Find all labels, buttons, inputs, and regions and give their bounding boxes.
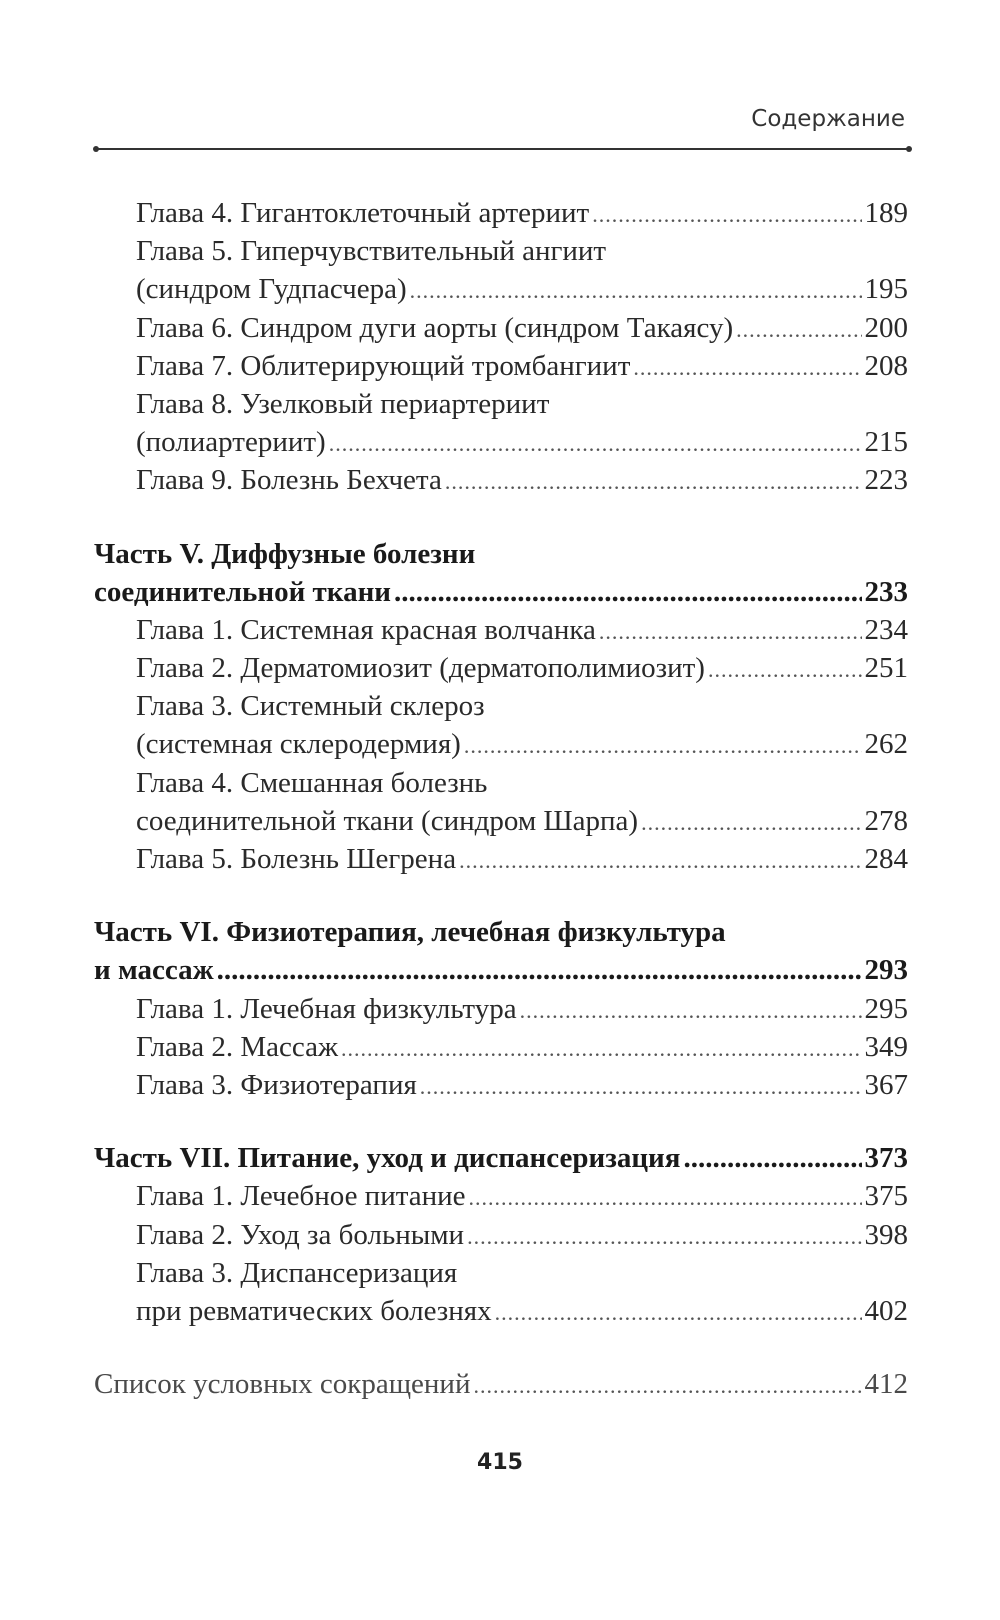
header-rule	[96, 148, 909, 150]
toc-entry-abbreviations[interactable]: Список условных сокращений ..... 412	[94, 1365, 908, 1403]
leader-dots	[641, 804, 861, 842]
leader-dots	[464, 727, 862, 765]
toc-entry[interactable]: (системная склеродермия) ..... 262	[94, 725, 908, 763]
toc-entry[interactable]: Глава 6. Синдром дуги аорты (синдром Такаясу) ..... 200	[94, 309, 908, 347]
page-ref: 208	[864, 349, 908, 382]
toc-entry[interactable]: Глава 2. Массаж ..... 349	[94, 1028, 908, 1066]
toc-entry[interactable]: (полиартериит) ..... 215	[94, 423, 908, 461]
part-heading[interactable]: и массаж ..... 293	[94, 951, 908, 989]
leader-dots	[473, 1367, 861, 1405]
toc-entry[interactable]: Глава 3. Физиотерапия ..... 367	[94, 1066, 908, 1104]
part-heading[interactable]: соединительной ткани ..... 233	[94, 573, 908, 611]
toc-entry-title-line[interactable]: Глава 4. Смешанная болезнь	[136, 766, 488, 799]
toc-entry[interactable]: Глава 2. Дерматомиозит (дерматополимиозит) ..... 251	[94, 649, 908, 687]
toc-entry[interactable]: Глава 2. Уход за больными ..... 398	[94, 1216, 908, 1254]
page-ref: 349	[864, 1030, 908, 1063]
page-ref: 295	[864, 992, 908, 1025]
part-heading-title-line[interactable]: Часть V. Диффузные болезни	[94, 537, 476, 570]
page-ref: 293	[864, 954, 908, 987]
toc-entry[interactable]: Глава 5. Болезнь Шегрена ..... 284	[94, 840, 908, 878]
page-ref: 398	[864, 1218, 908, 1251]
part-heading[interactable]: Часть VII. Питание, уход и диспансеризация ..... 373	[94, 1139, 908, 1177]
toc-entry-title-line[interactable]: Глава 3. Диспансеризация	[136, 1256, 458, 1289]
toc-entry-title-line[interactable]: Глава 3. Системный склероз	[136, 690, 485, 723]
toc-entry[interactable]: Глава 7. Облитерирующий тромбангиит ..... 208	[94, 347, 908, 385]
page-ref: 412	[864, 1368, 908, 1401]
leader-dots	[708, 651, 862, 689]
page-ref: 375	[864, 1180, 908, 1213]
page-ref: 234	[864, 613, 908, 646]
page-number: 415	[477, 1450, 523, 1475]
leader-dots	[633, 349, 861, 387]
page-ref: 251	[864, 652, 908, 685]
page-ref: 189	[864, 197, 908, 229]
toc-entry[interactable]: Глава 4. Гигантоклеточный артериит ..... 189	[94, 194, 908, 232]
leader-dots	[329, 425, 862, 463]
page-ref: 223	[864, 464, 908, 497]
leader-dots	[592, 196, 861, 234]
leader-dots	[599, 613, 862, 651]
leader-dots	[410, 272, 862, 310]
leader-dots	[341, 1030, 861, 1068]
page-ref: 284	[864, 843, 908, 875]
toc-entry-title-line[interactable]: Глава 5. Гиперчувствительный ангиит	[136, 235, 607, 268]
leader-dots	[469, 1179, 862, 1217]
leader-dots	[736, 311, 861, 349]
page-ref: 373	[864, 1142, 908, 1175]
part-heading-title-line[interactable]: Часть VI. Физиотерапия, лечебная физкультура	[94, 916, 726, 949]
toc-entry[interactable]: Глава 1. Лечебная физкультура ..... 295	[94, 990, 908, 1028]
leader-dots	[459, 842, 861, 880]
page-ref: 215	[864, 426, 908, 459]
toc-entry[interactable]: при ревматических болезнях ..... 402	[94, 1292, 908, 1330]
page-ref: 278	[864, 804, 908, 837]
toc-entry[interactable]: Глава 1. Системная красная волчанка ..... 234	[94, 611, 908, 649]
leader-dots	[520, 992, 862, 1030]
running-head: Содержание	[751, 106, 905, 132]
page-ref: 402	[864, 1294, 908, 1327]
toc-entry[interactable]: Глава 9. Болезнь Бехчета ..... 223	[94, 461, 908, 499]
page-ref: 195	[864, 273, 908, 306]
leader-dots	[467, 1218, 861, 1256]
page-ref: 367	[864, 1068, 908, 1101]
page-ref: 200	[864, 311, 908, 344]
page-ref: 233	[864, 575, 908, 608]
page-ref: 262	[864, 728, 908, 761]
leader-dots	[420, 1068, 862, 1106]
table-of-contents	[94, 194, 908, 1403]
leader-dots	[495, 1294, 862, 1332]
toc-entry[interactable]: (синдром Гудпасчера) ..... 195	[94, 270, 908, 308]
toc-entry[interactable]: Глава 1. Лечебное питание ..... 375	[94, 1177, 908, 1215]
leader-dots	[394, 573, 862, 611]
toc-entry[interactable]: соединительной ткани (синдром Шарпа) ..... 278	[94, 802, 908, 840]
leader-dots	[217, 951, 862, 989]
toc-entry-title-line[interactable]: Глава 8. Узелковый периартериит	[136, 387, 550, 420]
leader-dots	[683, 1139, 861, 1177]
leader-dots	[445, 463, 862, 501]
